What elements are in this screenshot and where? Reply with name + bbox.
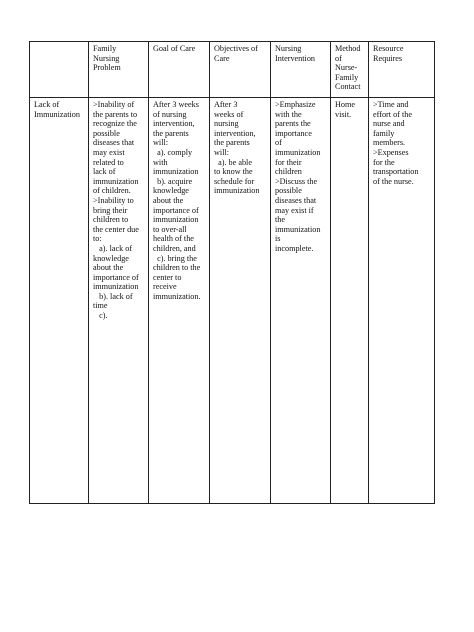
cell-text-line: incomplete. (275, 243, 314, 253)
cell-text-line: with (153, 157, 168, 167)
cell-text-line: visit. (335, 109, 352, 119)
header-cell-nursing-intervention (271, 42, 331, 98)
cell-text-line: Care (214, 53, 230, 63)
cell-text-line: the parents (214, 138, 250, 148)
cell-text-line: immunization (275, 224, 321, 234)
cell-text-line: Family (93, 44, 117, 53)
cell-text-line: about the (93, 263, 124, 273)
cell-text-line: >Time and (373, 100, 409, 109)
cell-text-line: importance of (153, 205, 199, 215)
cell-text-line: immunization (153, 215, 199, 225)
cell-text-line: for their (275, 157, 302, 167)
cell-problem-label (30, 98, 89, 504)
header-cell-blank (30, 42, 89, 98)
cell-text-line: about the (153, 195, 184, 205)
table-header-row (30, 42, 435, 98)
cell-text-line: immunization (214, 186, 260, 196)
cell-text-line (34, 44, 85, 54)
cell-text-line: parents the (275, 119, 311, 129)
cell-text-line: >Discuss the (275, 176, 318, 186)
cell-text-line: immunization (93, 176, 139, 186)
cell-text-line: lack of (93, 167, 116, 177)
cell-text-line: Requires (373, 53, 403, 63)
cell-text-line: Intervention (275, 53, 316, 63)
cell-text-line: effort of the (373, 109, 412, 119)
cell-nursing-intervention (271, 98, 331, 504)
header-cell-goal-of-care (149, 42, 210, 98)
cell-text-line: related to (93, 157, 124, 167)
cell-text-line: immunization (93, 282, 139, 292)
cell-text-line: of nursing (153, 109, 187, 119)
cell-method-of-contact (331, 98, 369, 504)
cell-text-line: to know the (214, 167, 253, 177)
cell-text-line: the (275, 215, 286, 225)
cell-text-line: may exist (93, 147, 125, 157)
cell-text-line: of the nurse. (373, 176, 414, 186)
cell-text-line: children to (93, 215, 129, 225)
cell-text-line: c). (93, 311, 108, 321)
cell-text-line: center to (153, 272, 182, 282)
cell-text-line: to over-all (153, 224, 187, 234)
cell-goal-of-care (149, 98, 210, 504)
cell-text-line: knowledge (153, 186, 189, 196)
cell-text-line: possible (275, 186, 302, 196)
cell-text-line: a). comply (153, 147, 193, 157)
cell-text-line: Nurse- (335, 63, 358, 73)
cell-text-line: Family (335, 72, 359, 82)
cell-text-line: may exist if (275, 205, 314, 215)
cell-objectives-of-care (210, 98, 271, 504)
cell-text-line: immunization (275, 147, 321, 157)
header-cell-family-nursing-problem (89, 42, 149, 98)
cell-text-line: receive (153, 282, 177, 292)
cell-text-line: the center due (93, 224, 139, 234)
cell-text-line: the parents to (93, 109, 138, 119)
cell-text-line: for the (373, 157, 395, 167)
cell-text-line: to: (93, 234, 102, 244)
cell-text-line: intervention, (214, 128, 256, 138)
cell-text-line: Method (335, 44, 361, 53)
cell-text-line: of (275, 138, 282, 148)
cell-text-line: b). lack of (93, 291, 133, 301)
cell-text-line: >Expenses (373, 147, 409, 157)
cell-text-line: >Inability of (93, 100, 135, 109)
cell-text-line: >Emphasize (275, 100, 316, 109)
cell-family-nursing-problem (89, 98, 149, 504)
cell-text-line: children, and (153, 243, 196, 253)
cell-text-line: importance (275, 128, 312, 138)
cell-text-line: of children. (93, 186, 131, 196)
cell-text-line: nurse and (373, 119, 405, 129)
cell-text-line: bring their (93, 205, 128, 215)
cell-text-line: Nursing (93, 53, 120, 63)
cell-text-line: diseases that (93, 138, 135, 148)
cell-text-line: Problem (93, 63, 121, 73)
cell-text-line: immunization (153, 167, 199, 177)
cell-text-line: members. (373, 138, 406, 148)
cell-resource-requires (369, 98, 435, 504)
cell-text-line: Nursing (275, 44, 302, 53)
cell-text-line: a). lack of (93, 243, 133, 253)
cell-text-line: of (335, 53, 342, 63)
cell-text-line: Lack of (34, 100, 60, 109)
cell-text-line: importance of (93, 272, 139, 282)
header-cell-objectives-of-care (210, 42, 271, 98)
cell-text-line: is (275, 234, 281, 244)
cell-text-line: will: (214, 147, 230, 157)
cell-text-line: diseases that (275, 195, 317, 205)
cell-text-line: immunization. (153, 291, 201, 301)
cell-text-line: knowledge (93, 253, 129, 263)
cell-text-line: Contact (335, 82, 361, 92)
cell-text-line: weeks of (214, 109, 244, 119)
cell-text-line: transportation (373, 167, 419, 177)
cell-text-line: family (373, 128, 395, 138)
cell-text-line: will: (153, 138, 169, 148)
table-row (30, 98, 435, 504)
cell-text-line: Home (335, 100, 356, 109)
cell-text-line: Resource (373, 44, 404, 53)
family-nursing-care-plan-table (29, 41, 435, 504)
cell-text-line: health of the (153, 234, 194, 244)
cell-text-line: schedule for (214, 176, 255, 186)
cell-text-line: possible (93, 128, 120, 138)
cell-text-line: intervention, (153, 119, 195, 129)
cell-text-line: c). bring the (153, 253, 197, 263)
cell-text-line: Objectives of (214, 44, 258, 53)
cell-text-line: Immunization (34, 109, 80, 119)
cell-text-line: children to the (153, 263, 201, 273)
header-cell-resource-requires (369, 42, 435, 98)
cell-text-line: >Inability to (93, 195, 134, 205)
cell-text-line: b). acquire (153, 176, 193, 186)
cell-text-line: After 3 (214, 100, 238, 109)
cell-text-line: recognize the (93, 119, 137, 129)
cell-text-line: the parents (153, 128, 189, 138)
cell-text-line: After 3 weeks (153, 100, 199, 109)
cell-text-line: with the (275, 109, 302, 119)
cell-text-line: time (93, 301, 108, 311)
cell-text-line: nursing (214, 119, 239, 129)
cell-text-line: Goal of Care (153, 44, 196, 53)
header-cell-method-of-contact (331, 42, 369, 98)
cell-text-line: children (275, 167, 302, 177)
cell-text-line: a). be able (214, 157, 252, 167)
